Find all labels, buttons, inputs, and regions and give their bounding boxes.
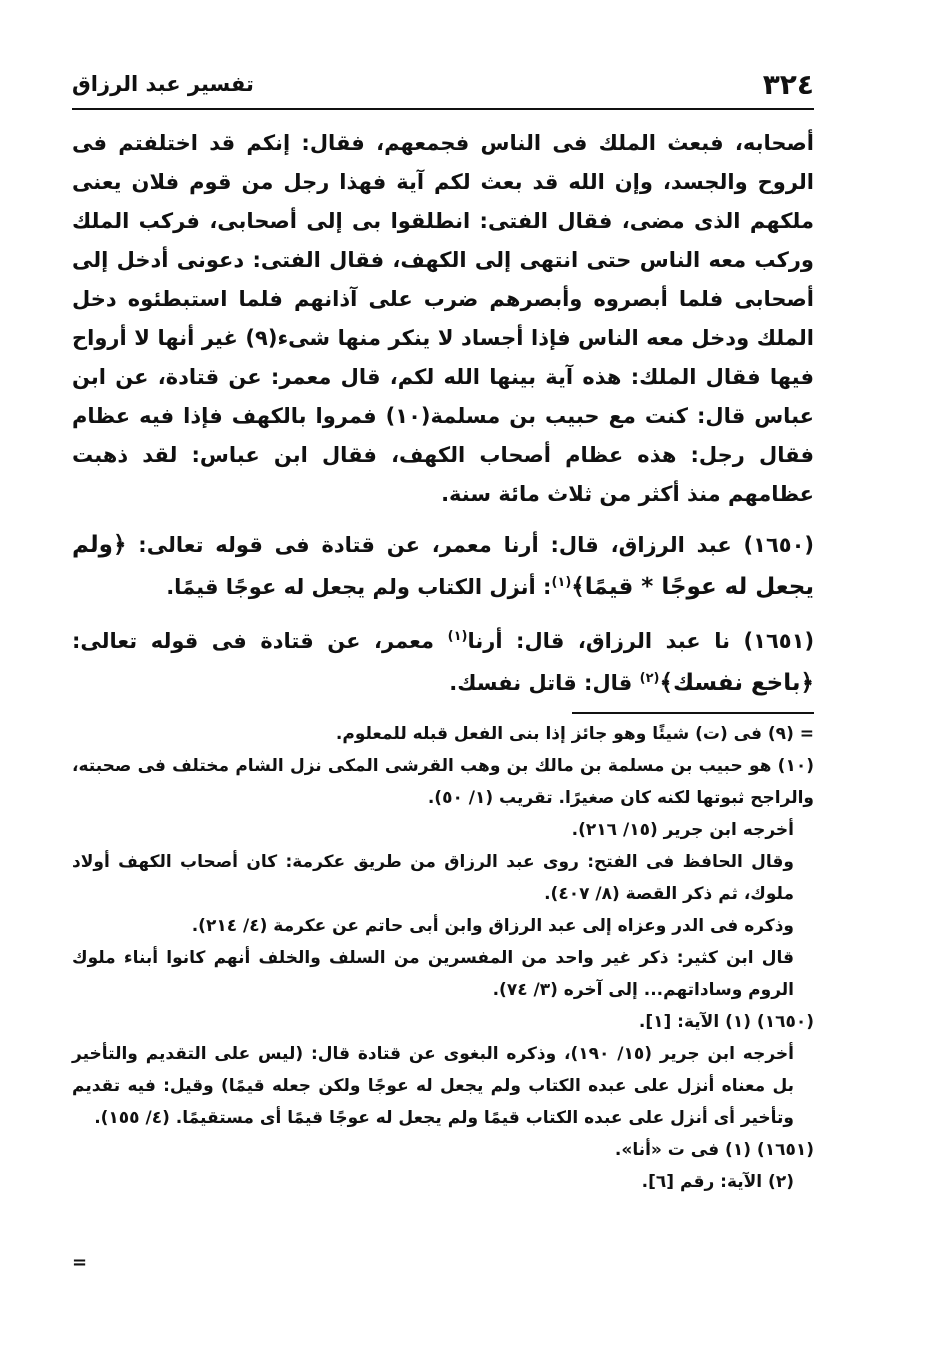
entry-1650: [72, 524, 814, 608]
footnote-line: وقال الحافظ فى الفتح: روى عبد الرزاق من طريق عكرمة: كان أصحاب الكهف أولاد ملوك، ثم ذكر القصة (٨/ ٤٠٧).: [72, 852, 794, 904]
footnote-line: أخرجه ابن جرير (١٥/ ٢١٦).: [571, 820, 794, 840]
quran-quote: ﴿باخع نفسك﴾: [659, 670, 814, 696]
entry-intro: نا عبد الرزاق، قال: أرنا: [467, 629, 730, 653]
footnote-line: قال ابن كثير: ذكر غير واحد من المفسرين من السلف والخلف أنهم كانوا أبناء ملوك الروم وساداتهم... إلى آخره (٣/ ٧٤).: [72, 948, 794, 1000]
entry-number: (١٦٥٠): [743, 533, 815, 557]
page-number: ٣٢٤: [762, 68, 814, 101]
footnote-line: وذكره فى الدر وعزاه إلى عبد الرزاق وابن أبى حاتم عن عكرمة (٤/ ٢١٤).: [191, 916, 794, 936]
continuation-mark: =: [72, 1252, 88, 1273]
footnote-line: = (٩) فى (ت) شيئًا وهو جائز إذا بنى الفعل قبله للمعلوم.: [335, 724, 814, 744]
footnote-ref: (١): [551, 575, 572, 590]
entry-text: قال: قاتل نفسك.: [449, 671, 633, 695]
page-header: [72, 68, 814, 110]
entry-text: : أنزل الكتاب ولم يجعل له عوجًا قيمًا.: [166, 575, 552, 599]
running-title: تفسير عبد الرزاق: [72, 72, 254, 96]
footnote-divider: [572, 712, 814, 714]
entry-intro: عبد الرزاق، قال: أرنا معمر، عن قتادة فى قوله تعالى:: [138, 533, 732, 557]
entry-number: (١٦٥١): [743, 629, 815, 653]
quran-quote: ﴿ولم يجعل له عوجًا * قيمًا﴾: [72, 532, 814, 600]
main-paragraph: أصحابه، فبعث الملك فى الناس فجمعهم، فقال: إنكم قد اختلفتم فى الروح والجسد، وإن الله قد بعث لكم آية فهذا رجل من قوم فلان يعنى ملكهم الذى مضى، فقال الفتى: انطلقوا بى إلى أصحابى، فركب الملك وركب معه الناس حتى انتهى إلى الكهف، فقال الفتى: دعونى أدخل إلى أصحابى فلما أبصروه وأبصرهم ضرب على آذانهم فلما استبطئوه دخل الملك ودخل معه الناس فإذا أجساد لا ينكر منها شىء(٩) غير أنها لا أرواح فيها فقال الملك: هذه آية بينها الله لكم، قال معمر: عن قتادة، عن ابن عباس قال: كنت مع حبيب بن مسلمة(١٠) فمروا بالكهف فإذا فيه عظام فقال رجل: هذه عظام أصحاب الكهف، فقال ابن عباس: لقد ذهبت عظامهم منذ أكثر من ثلاث مائة سنة.: [72, 131, 814, 506]
footnotes: [72, 718, 814, 1198]
entry-1651: [72, 620, 814, 704]
footnote-ref: (٢): [639, 671, 660, 686]
entry-intro: معمر، عن قتادة فى قوله تعالى:: [72, 629, 435, 653]
footnote-line: أخرجه ابن جرير (١٥/ ١٩٠)، وذكره البغوى عن قتادة قال: (ليس على التقديم والتأخير بل معناه أنزل على عبده الكتاب ولم يجعل له عوجًا ولكن جعله قيمًا) وقيل: فيه تقديم وتأخير أى أنزل على عبده الكتاب قيمًا ولم يجعل له عوجًا قيمًا أى مستقيمًا. (٤/ ١٥٥).: [72, 1044, 794, 1128]
footnote-line: (١٦٥٠) (١) الآية: [١].: [638, 1012, 814, 1032]
footnote-ref: (١): [447, 629, 468, 644]
footnote-line: (٢) الآية: رقم [٦].: [641, 1172, 794, 1192]
footnote-line: (١٦٥١) (١) فى ت «أنا».: [614, 1140, 814, 1160]
footnote-line: (١٠) هو حبيب بن مسلمة بن مالك بن وهب القرشى المكى نزل الشام مختلف فى صحبته، والراجح ثبوتها لكنه كان صغيرًا. تقريب (١/ ٥٠).: [72, 756, 814, 808]
